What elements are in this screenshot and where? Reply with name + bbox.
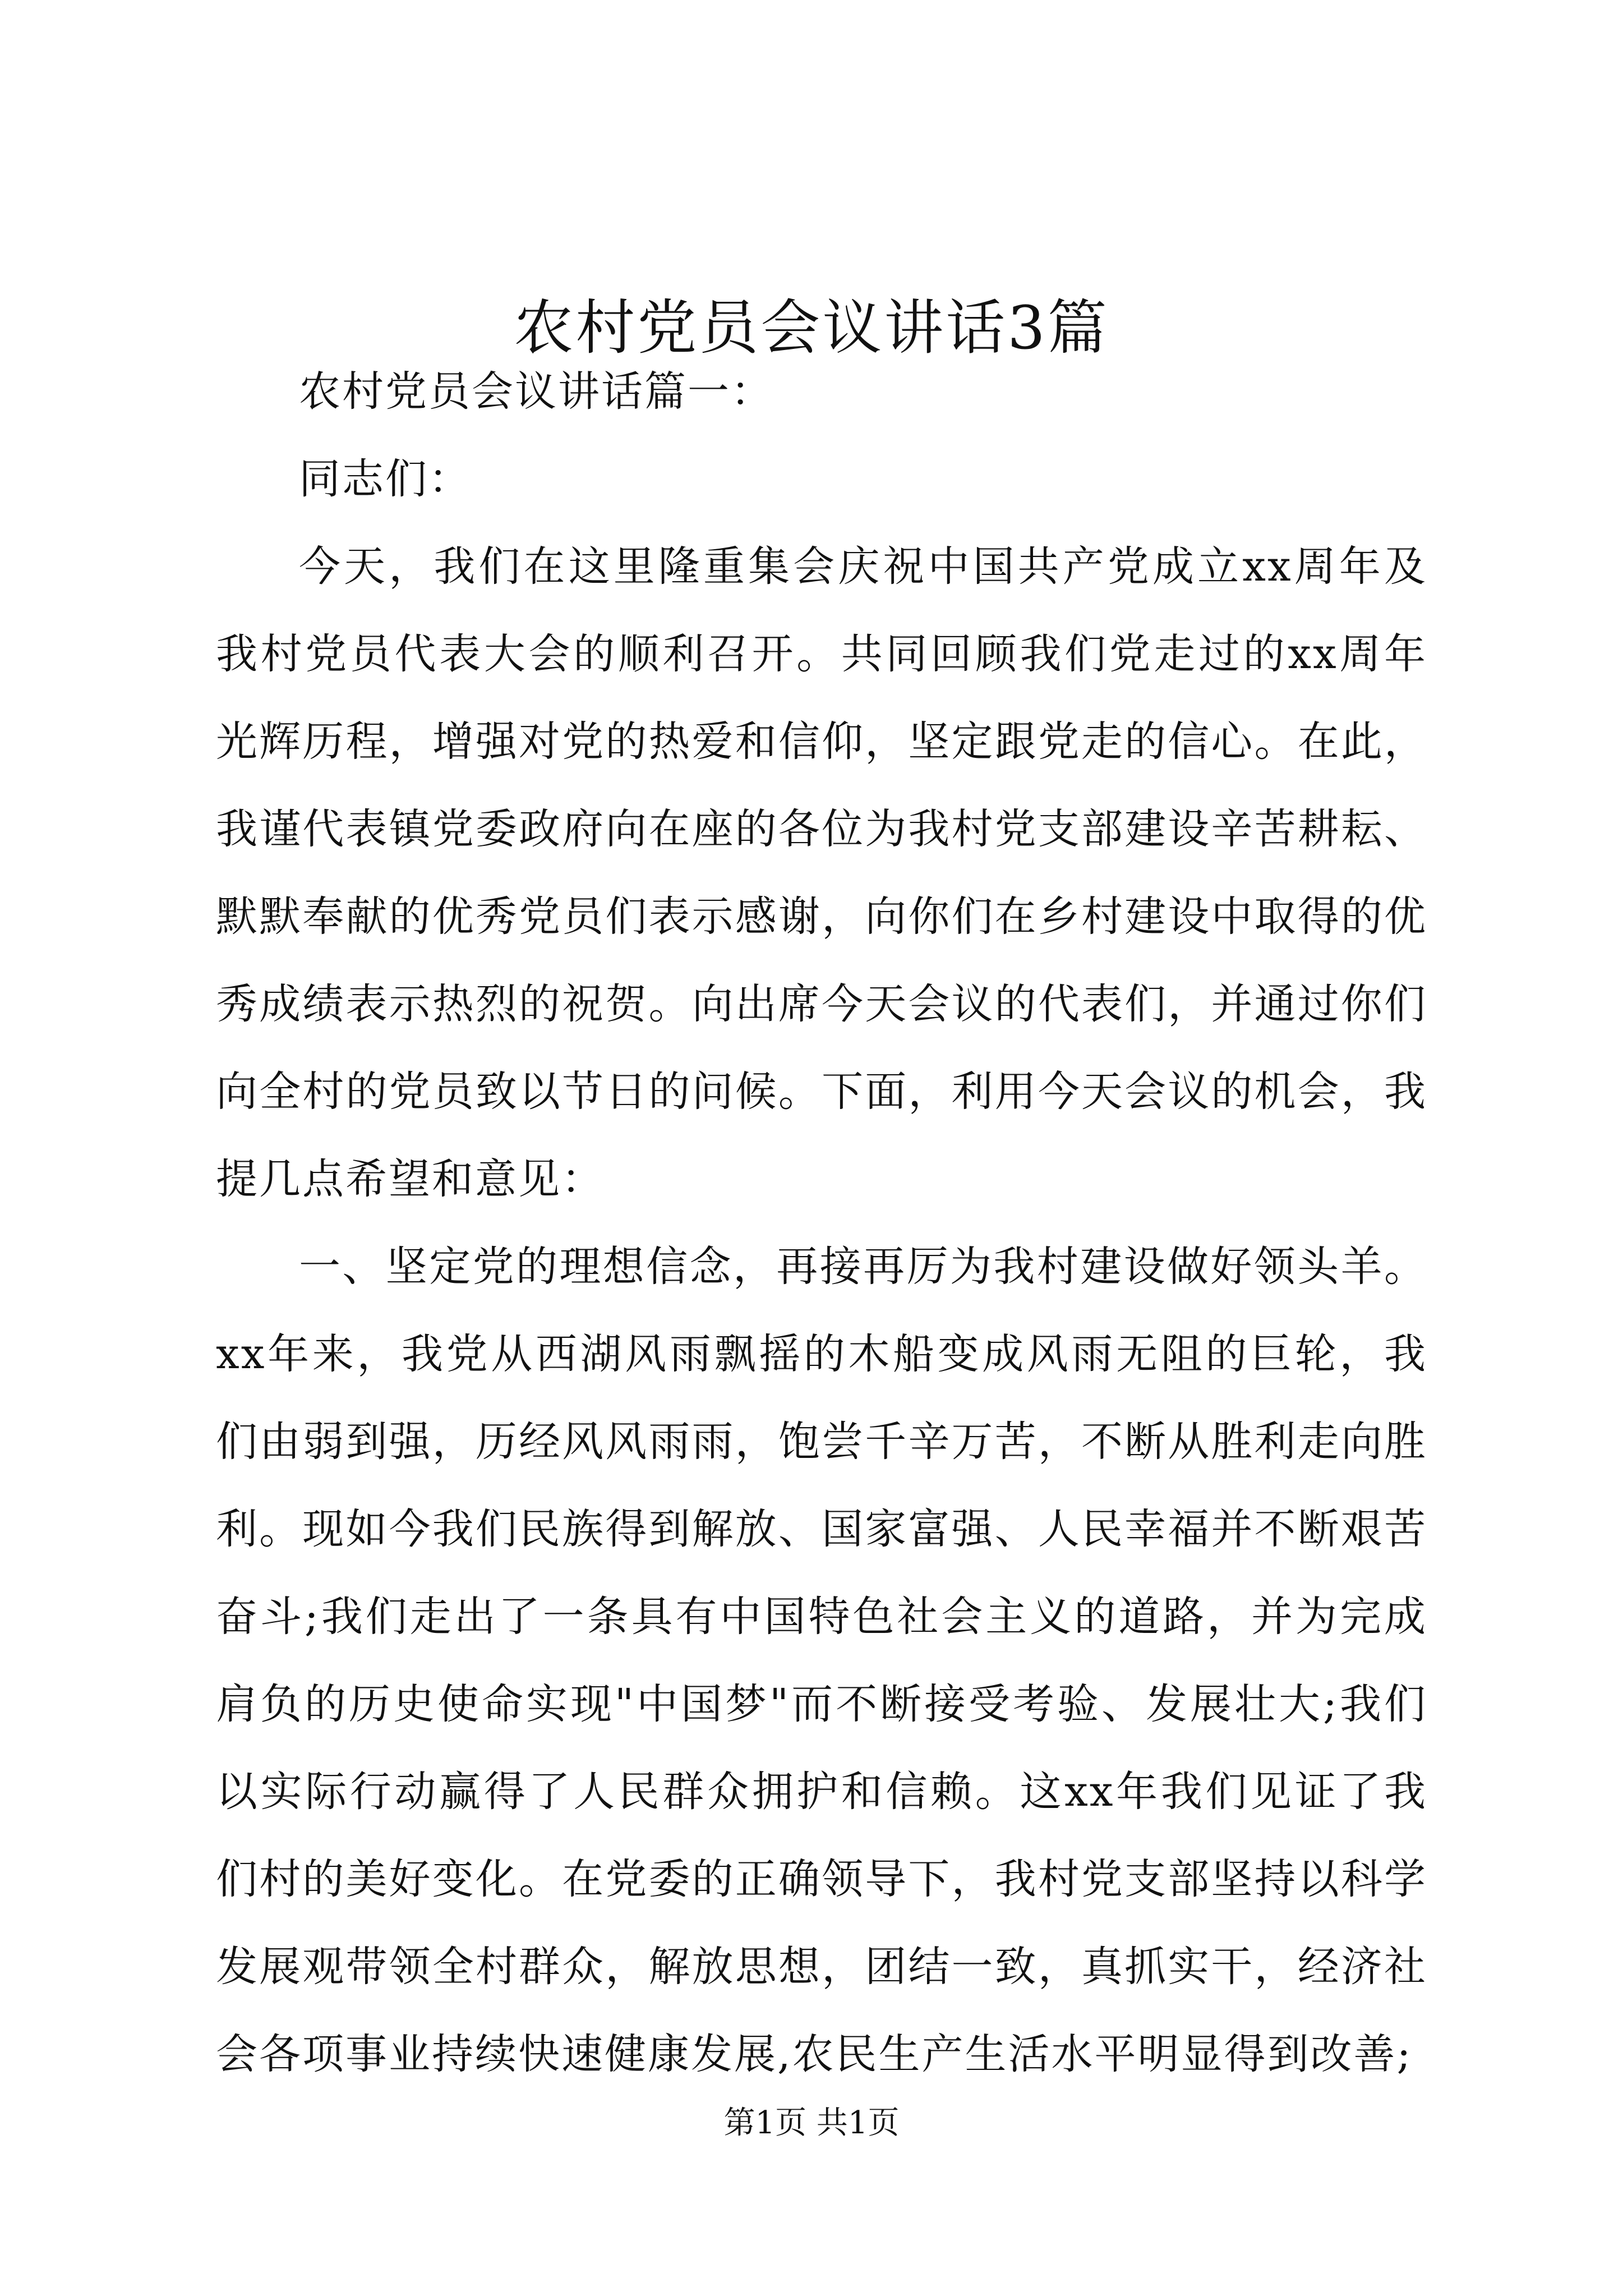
body-paragraph: 今天，我们在这里隆重集会庆祝中国共产党成立xx周年及我村党员代表大会的顺利召开。共同回顾我们党走过的xx周年光辉历程，增强对党的热爱和信仰，坚定跟党走的信心。在此，我谨代表镇党委政府向在座的各位为我村党支部建设辛苦耕耘、默默奉献的优秀党员们表示感谢，向你们在乡村建设中取得的优秀成绩表示热烈的祝贺。向出席今天会议的代表们，并通过你们向全村的党员致以节日的问候。下面，利用今天会议的机会，我提几点希望和意见： [216,542,1427,1203]
document-body [216,348,1427,2098]
document-title: 农村党员会议讲话3篇 [514,293,1109,362]
salutation: 同志们： [299,455,472,503]
page-footer: 第1页 共1页 [723,2105,900,2141]
section-heading: 农村党员会议讲话篇一： [299,367,774,416]
body-paragraph: 一、坚定党的理想信念，再接再厉为我村建设做好领头羊。xx年来，我党从西湖风雨飘摇的木船变成风雨无阻的巨轮，我们由弱到强，历经风风雨雨，饱尝千辛万苦，不断从胜利走向胜利。现如今我们民族得到解放、国家富强、人民幸福并不断艰苦奋斗;我们走出了一条具有中国特色社会主义的道路，并为完成肩负的历史使命实现"中国梦"而不断接受考验、发展壮大;我们以实际行动赢得了人民群众拥护和信赖。这xx年我们见证了我们村的美好变化。在党委的正确领导下，我村党支部坚持以科学发展观带领全村群众，解放思想，团结一致，真抓实干，经济社会各项事业持续快速健康发展,农民生产生活水平明显得到改善; [216,1243,1427,2078]
